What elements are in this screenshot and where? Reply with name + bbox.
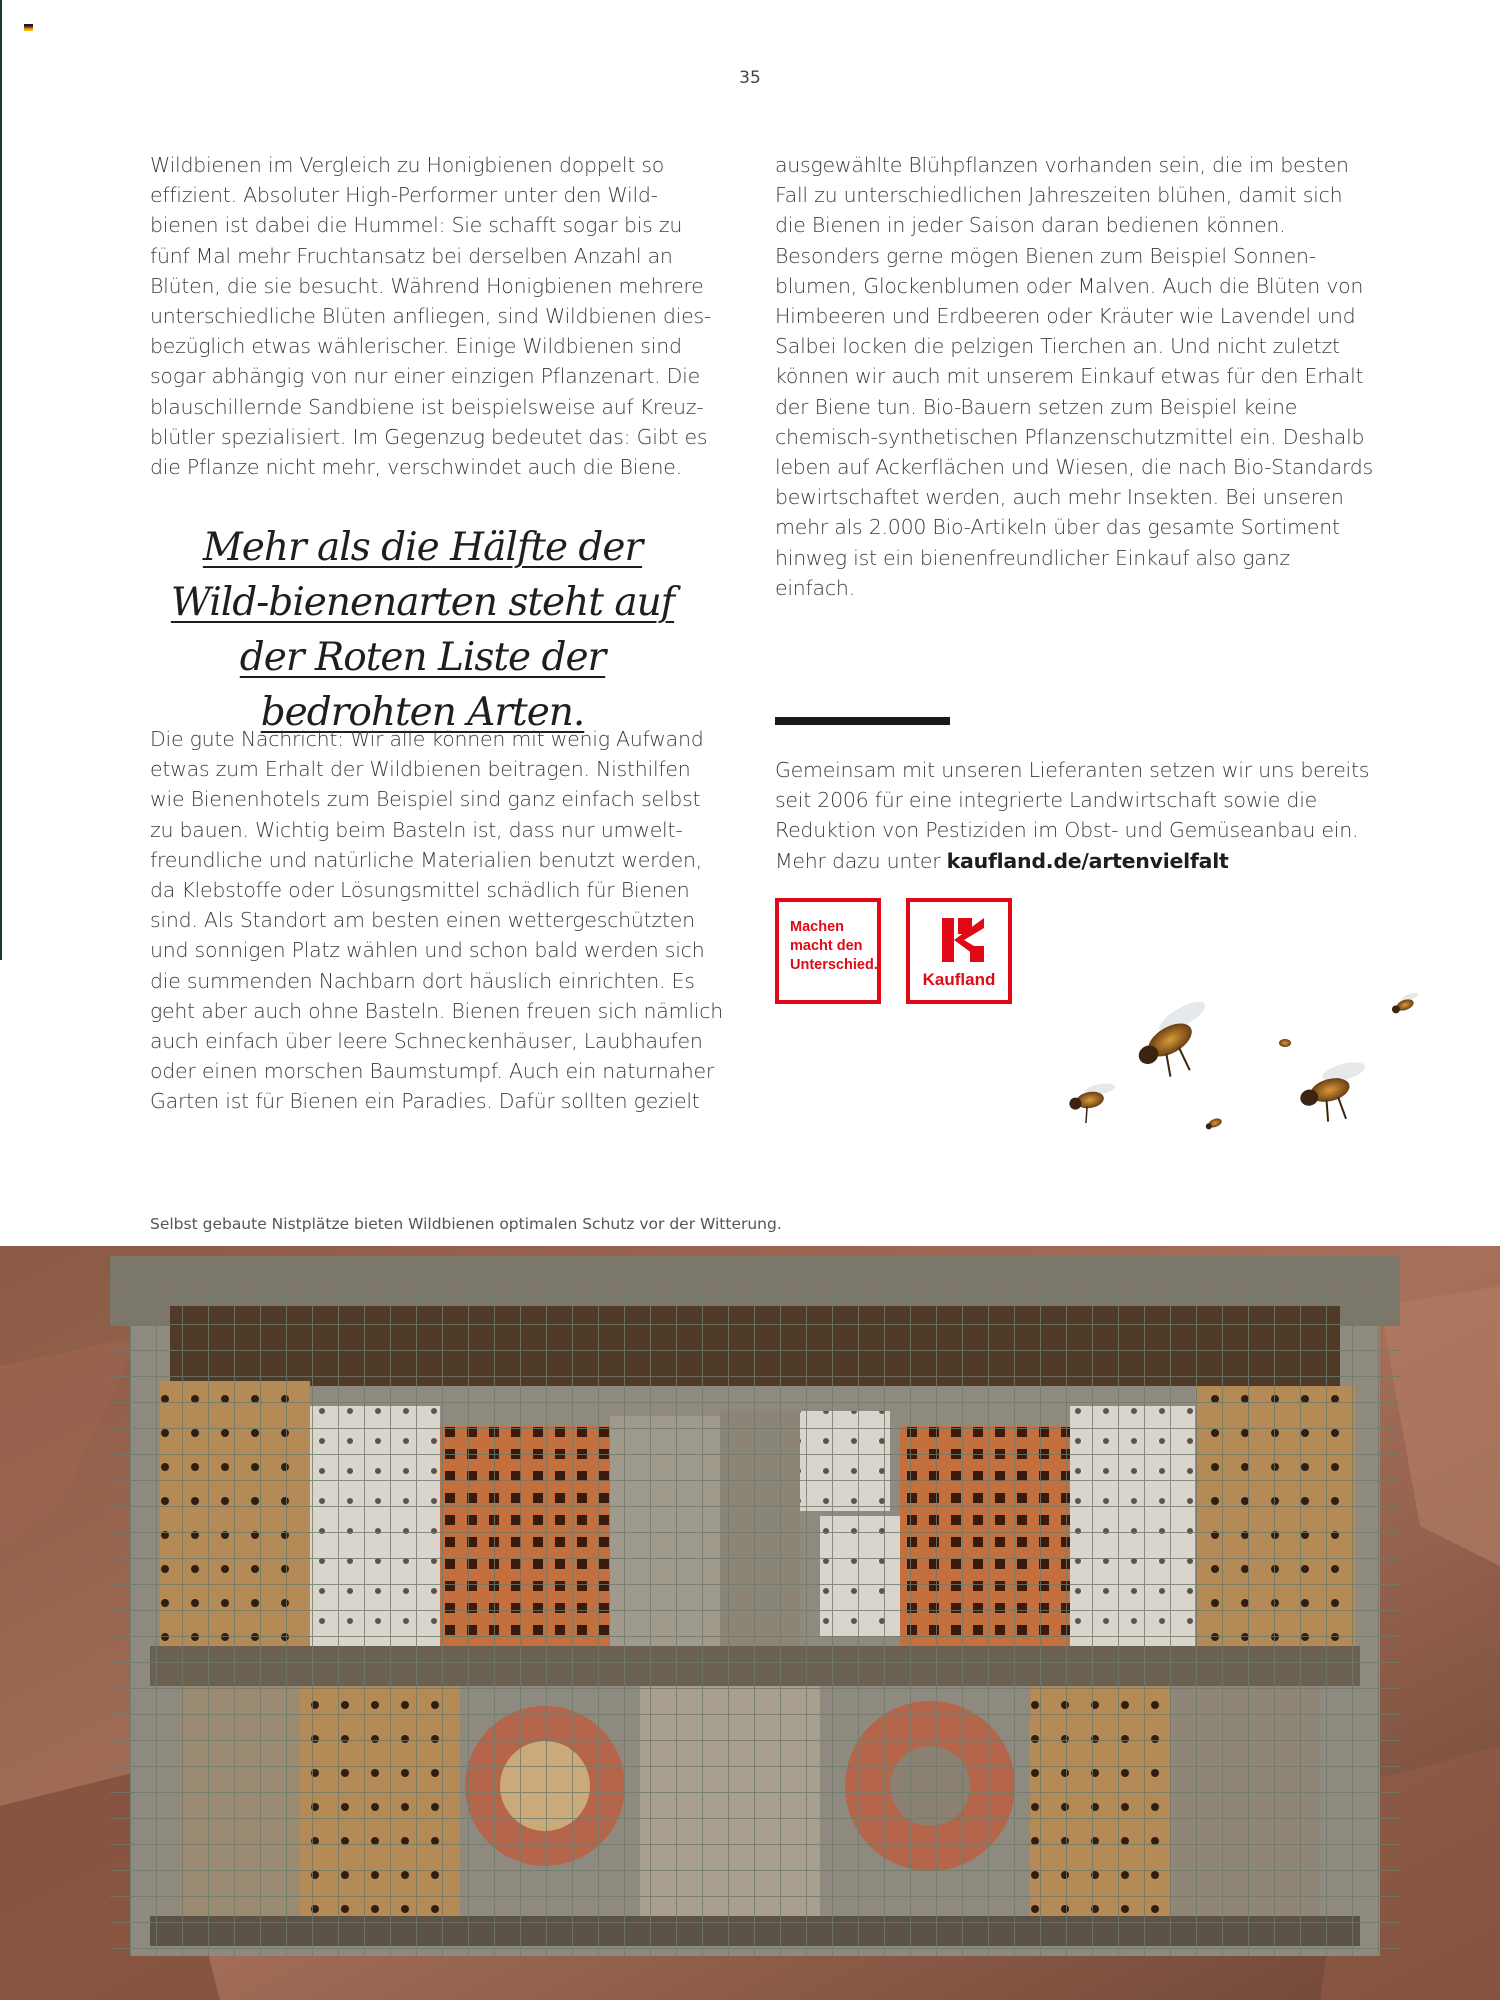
paragraph: Die gute Nachricht: Wir alle können mit wenig Aufwand etwas zum Erhalt der Wildbienen beitragen. Nisthilfen wie Bienenhotels zum Beispiel sind ganz einfach selbst zu bauen. Wichtig beim Basteln ist, dass nur umwelt-freundliche und natürliche Materialien benutzt werden, da Klebstoffe oder Lösungsmittel schädlich für Bienen sind. Als Standort am besten einen wettergeschützten und sonnigen Platz wählen und schon bald werden sich die summenden Nachbarn dort häuslich einrichten. Es geht aber auch ohne Basteln. Bienen freuen sich nämlich auch einfach über leere Schneckenhäuser, Laubhaufen oder einen morschen Baumstumpf. Auch ein naturnaher Garten ist für Bienen ein Paradies. Dafür sollten gezielt xyxy=(150,727,723,1114)
bee-icon xyxy=(1067,1082,1121,1126)
left-column-bottom xyxy=(150,724,725,1117)
left-edge-rule xyxy=(0,0,2,960)
bee-icon xyxy=(1127,996,1229,1089)
photo-caption: Selbst gebaute Nistplätze bieten Wildbienen optimalen Schutz vor der Witterung. xyxy=(150,1215,782,1233)
bee-icon xyxy=(1389,991,1422,1014)
kaufland-logo-icon xyxy=(942,918,984,962)
info-box xyxy=(775,755,1375,876)
kaufland-wordmark: Kaufland xyxy=(922,970,996,989)
slogan-text: Machen macht den Unterschied. xyxy=(790,919,878,973)
right-column-top xyxy=(775,150,1375,603)
info-paragraph xyxy=(775,755,1375,876)
info-text: Gemeinsam mit unseren Lieferanten setzen wir uns bereits seit 2006 für eine integrierte Landwirtschaft sowie die Reduktion von Pestiziden im Obst- und Gemüseanbau ein. Mehr dazu unter xyxy=(775,758,1370,873)
paragraph: ausgewählte Blühpflanzen vorhanden sein, die im besten Fall zu unterschiedlichen Jahreszeiten blühen, damit sich die Bienen in jeder Saison daran bedienen können. Besonders gerne mögen Bienen zum Beispiel Sonnen-blumen, Glockenblumen oder Malven. Auch die Blüten von Himbeeren und Erdbeeren oder Kräuter wie Lavendel und Salbei locken die pelzigen Tierchen an. Und nicht zuletzt können wir auch mit unserem Einkauf etwas für den Erhalt der Biene tun. Bio-Bauern setzen zum Beispiel keine chemisch-synthetischen Pflanzenschutzmittel ein. Deshalb leben auf Ackerflächen und Wiesen, die nach Bio-Standards bewirtschaftet werden, auch mehr Insekten. Bei unseren mehr als 2.000 Bio-Artikeln über das gesamte Sortiment hinweg ist ein bienenfreundlicher Einkauf also ganz einfach. xyxy=(775,153,1373,600)
slogan-badge xyxy=(775,898,881,1004)
insect-hotel-photo xyxy=(0,1246,1500,2000)
left-column-top xyxy=(150,150,725,482)
flag-icon xyxy=(24,24,33,31)
paragraph: Wildbienen im Vergleich zu Honigbienen doppelt so effizient. Absoluter High-Performer unter den Wild-bienen ist dabei die Hummel: Sie schafft sogar bis zu fünf Mal mehr Fruchtansatz bei derselben Anzahl an Blüten, die sie besucht. Während Honigbienen mehrere unterschiedliche Blüten anfliegen, sind Wildbienen dies-bezüglich etwas wählerischer. Einige Wildbienen sind sogar abhängig von nur einer einzigen Pflanzenart. Die blauschillernde Sandbiene ist beispielsweise auf Kreuz-blütler spezialisiert. Im Gegenzug bedeutet das: Gibt es die Pflanze nicht mehr, verschwindet auch die Biene. xyxy=(150,153,712,480)
bee-icon xyxy=(1204,1117,1223,1130)
bee-icon xyxy=(1279,1039,1291,1047)
flying-bees-image xyxy=(1020,975,1460,1165)
section-divider xyxy=(775,717,950,725)
page-number: 35 xyxy=(739,68,761,88)
bee-icon xyxy=(1294,1058,1377,1129)
artenvielfalt-link[interactable]: kaufland.de/artenvielfalt xyxy=(946,848,1229,873)
pull-quote: Mehr als die Hälfte der Wild-bienenarten steht auf der Roten Liste der bedrohten Arten. xyxy=(170,525,675,735)
kaufland-logo-badge xyxy=(906,898,1012,1004)
